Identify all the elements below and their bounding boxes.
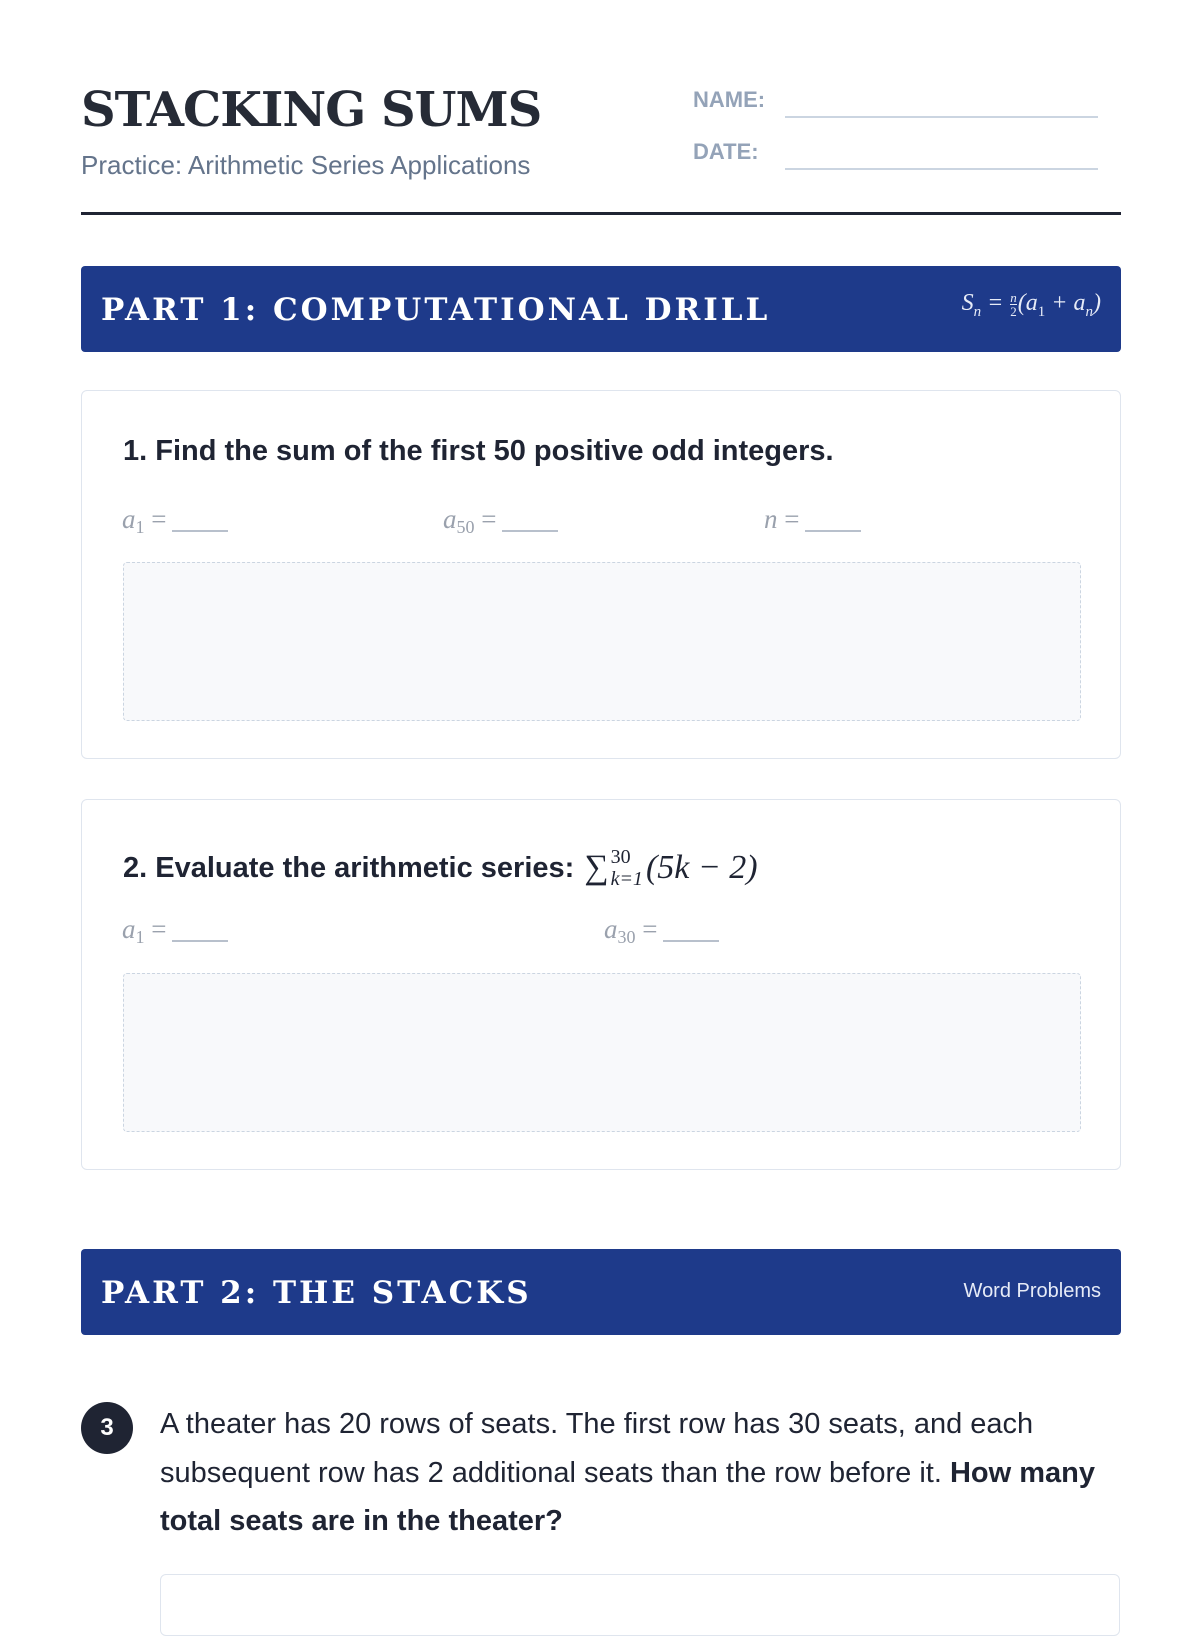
- problem-1-card: [81, 390, 1121, 759]
- prompt-a30: $a_{30}$ =: [604, 914, 719, 948]
- answer-blank-a1[interactable]: [172, 530, 228, 532]
- work-area-3[interactable]: [160, 1574, 1120, 1636]
- date-field[interactable]: [785, 168, 1098, 170]
- answer-blank-a1-series[interactable]: [172, 940, 228, 942]
- series-expression: [584, 846, 757, 890]
- problem-3-text: [160, 1400, 1105, 1546]
- answer-blank-a50[interactable]: [502, 530, 558, 532]
- work-area-1[interactable]: [123, 562, 1081, 721]
- problem-3-number-badge: 3: [81, 1402, 133, 1454]
- series-lower: k=1: [610, 868, 643, 890]
- name-field[interactable]: [785, 116, 1098, 118]
- answer-blank-a30[interactable]: [663, 940, 719, 942]
- problem-1-question: 1. Find the sum of the first 50 positive odd integers.: [123, 435, 834, 467]
- sum-formula: $S_n$ = $\frac{n}{2}$ $(a_1 + a_n)$: [961, 289, 1101, 320]
- part1-banner: [81, 266, 1121, 352]
- date-label: DATE:: [693, 139, 759, 164]
- answer-blank-n[interactable]: [805, 530, 861, 532]
- prompt-a1-series: $a_1$ =: [122, 914, 228, 948]
- header-divider: [81, 212, 1121, 215]
- sigma-symbol: ∑: [584, 849, 609, 886]
- series-upper: 30: [610, 846, 631, 868]
- prompt-n: n =: [764, 504, 861, 535]
- problem-2-question: [123, 846, 758, 890]
- prompt-a50: $a_{50}$ =: [443, 504, 558, 538]
- problem-2-question-text: 2. Evaluate the arithmetic series:: [123, 851, 575, 884]
- name-label: NAME:: [693, 87, 766, 112]
- part2-title: PART 2: THE STACKS: [101, 1275, 532, 1311]
- worksheet-title: STACKING SUMS: [81, 82, 542, 138]
- problem-2-card: [81, 799, 1121, 1170]
- part1-title: PART 1: COMPUTATIONAL DRILL: [101, 292, 771, 328]
- part2-banner: [81, 1249, 1121, 1335]
- worksheet-subtitle: Practice: Arithmetic Series Applications: [81, 150, 531, 180]
- problem-3-question: How many total seats are in the theater?: [160, 1456, 1095, 1537]
- prompt-a1: $a_1$ =: [122, 504, 228, 538]
- part2-tag: Word Problems: [963, 1280, 1101, 1302]
- problem-3-scenario: A theater has 20 rows of seats. The first row has 30 seats, and each subsequent row has 2 additional seats than the row before it.: [160, 1408, 1034, 1489]
- work-area-2[interactable]: [123, 973, 1081, 1132]
- series-term: (5k − 2): [645, 849, 758, 886]
